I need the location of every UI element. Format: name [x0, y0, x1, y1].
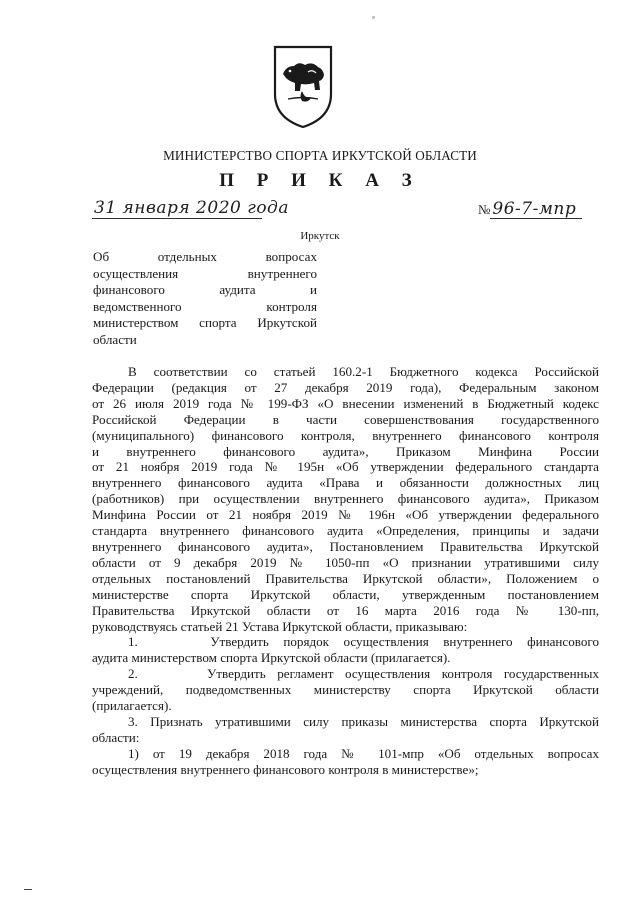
body-line: внутреннего финансового аудита», Постановлением Правительства Иркутской: [92, 538, 599, 554]
number-underline: [490, 218, 582, 219]
subject-line: осуществления внутреннего: [93, 265, 317, 281]
body-line: руководствуясь статьей 21 Устава Иркутской области, приказываю:: [92, 618, 468, 634]
coat-of-arms-emblem: [272, 44, 334, 130]
body-line: осуществления внутреннего финансового контроля в министерстве»;: [92, 761, 479, 777]
order-date: 31 января 2020 года: [94, 198, 289, 218]
body-line: (прилагается).: [92, 698, 172, 714]
body-line: и внутреннего финансового аудита», Приказом Минфина России: [92, 443, 599, 459]
body-line: Минфина России от 21 ноября 2019 № 196н «Об утверждении федерального: [92, 507, 599, 523]
order-body: [92, 364, 599, 778]
order-number: [478, 199, 576, 219]
body-line: области от 9 декабря 2019 № 1050-пп «О признании утратившими силу: [92, 554, 599, 570]
subject-line: министерством спорта Иркутской: [93, 315, 317, 331]
ministry-name: МИНИСТЕРСТВО СПОРТА ИРКУТСКОЙ ОБЛАСТИ: [163, 148, 477, 163]
subject-line: области: [93, 331, 137, 347]
body-line: Российской Федерации в части совершенствования государственного: [92, 411, 599, 427]
order-subject: [93, 249, 317, 349]
body-line: внутреннего финансового аудита «Права и обязанности должностных лиц: [92, 475, 599, 491]
body-line: 1. Утвердить порядок осуществления внутреннего финансового: [128, 634, 599, 650]
body-line: (работников) при осуществлении внутреннего финансового аудита», Приказом: [92, 491, 599, 507]
body-line: аудита министерством спорта Иркутской области (прилагается).: [92, 650, 451, 666]
body-line: (муниципального) финансового контроля, внутреннего финансового контроля: [92, 427, 599, 443]
body-line: отдельных постановлений Правительства Иркутской области», Положением о: [92, 570, 599, 586]
body-line: от 26 июля 2019 года № 199-ФЗ «О внесении изменений в Бюджетный кодекс: [92, 395, 599, 411]
body-line: Правительства Иркутской области от 16 марта 2016 года № 130-пп,: [92, 602, 599, 618]
body-line: министерстве спорта Иркутской области, утвержденным постановлением: [92, 586, 599, 602]
body-line: стандарта внутреннего финансового аудита «Определения, принципы и задачи: [92, 523, 599, 539]
body-line: Федерации (редакция от 27 декабря 2019 года), Федеральным законом: [92, 379, 599, 395]
scan-mark: [24, 889, 32, 890]
body-line: 2. Утвердить регламент осуществления контроля государственных: [128, 666, 599, 682]
subject-line: Об отдельных вопросах: [93, 249, 317, 264]
body-line: 1) от 19 декабря 2018 года № 101-мпр «Об отдельных вопросах: [128, 745, 599, 761]
subject-line: ведомственного контроля: [93, 298, 317, 314]
number-prefix: №: [478, 202, 491, 217]
body-line: от 21 ноября 2019 года № 195н «Об утверждении федерального стандарта: [92, 459, 599, 475]
body-line: учреждений, подведомственных министерству спорта Иркутской области: [92, 682, 599, 698]
city-name: Иркутск: [300, 230, 340, 242]
body-line: области:: [92, 729, 140, 745]
scan-speck: [372, 16, 375, 19]
date-underline: [92, 218, 262, 219]
body-line: В соответствии со статьей 160.2-1 Бюджетного кодекса Российской: [128, 364, 599, 379]
body-line: 3. Признать утратившими силу приказы министерства спорта Иркутской: [128, 713, 599, 729]
order-number-value: 96-7-мпр: [492, 199, 577, 219]
order-title: П Р И К А З: [219, 170, 421, 191]
subject-line: финансового аудита и: [93, 282, 317, 298]
